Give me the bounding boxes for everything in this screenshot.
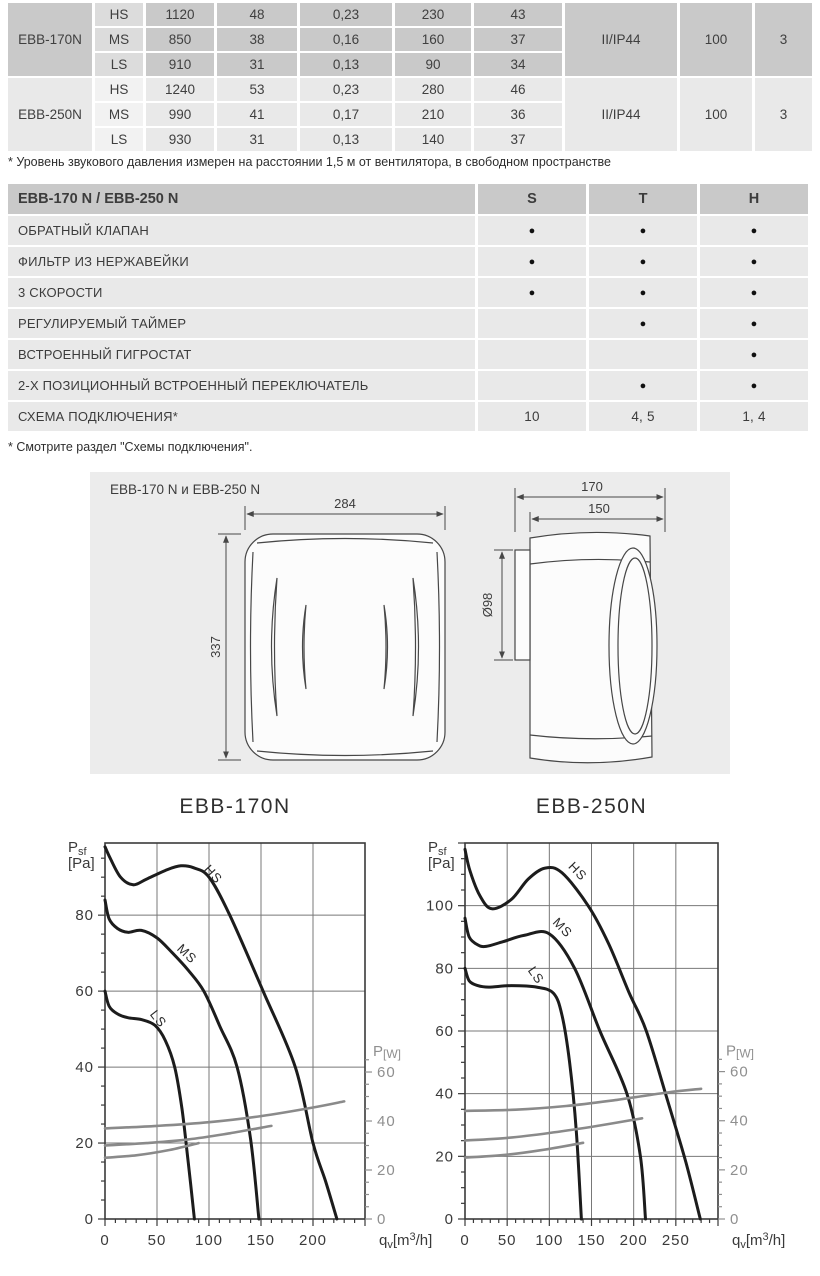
temp-value: 100 xyxy=(680,3,752,76)
svg-text:LS: LS xyxy=(147,1007,170,1031)
drawing-title: EBB-170 N и EBB-250 N xyxy=(110,482,261,497)
flow-value: 160 xyxy=(395,28,471,51)
feature-dot: ● xyxy=(700,340,808,369)
feature-dot: ● xyxy=(589,371,697,400)
speed-label: LS xyxy=(95,53,143,76)
feature-table-title: EBB-170 N / EBB-250 N xyxy=(8,184,475,214)
svg-text:50: 50 xyxy=(147,1232,167,1249)
flow-value: 280 xyxy=(395,78,471,101)
model-name: EBB-170N xyxy=(8,3,92,76)
dim-side-depth: 170 xyxy=(581,479,603,494)
dim-duct-diameter: Ø98 xyxy=(480,592,495,618)
rpm-value: 1240 xyxy=(146,78,214,101)
speed-label: HS xyxy=(95,78,143,101)
svg-text:0: 0 xyxy=(84,1211,94,1228)
svg-text:HS: HS xyxy=(565,858,591,884)
sound-level-footnote: * Уровень звукового давления измерен на расстоянии 1,5 м от вентилятора, в свободном пространстве xyxy=(8,155,611,169)
flow-value: 140 xyxy=(395,128,471,151)
weight-value: 3 xyxy=(755,3,812,76)
svg-text:80: 80 xyxy=(75,907,94,925)
feature-dot xyxy=(478,309,586,338)
svg-text:Psf: $P_{sf}$ xyxy=(428,839,447,858)
svg-text:[Pa]: [Pa] xyxy=(68,855,95,872)
amp-value: 0,16 xyxy=(300,28,392,51)
svg-text:250: 250 xyxy=(661,1232,690,1249)
fan-front-view xyxy=(245,534,445,760)
db-value: 37 xyxy=(474,28,562,51)
feature-label: 3 СКОРОСТИ xyxy=(8,278,475,307)
svg-text:80: 80 xyxy=(435,960,454,978)
speed-label: LS xyxy=(95,128,143,151)
watt-value: 31 xyxy=(217,128,297,151)
amp-value: 0,17 xyxy=(300,103,392,126)
feature-dot: ● xyxy=(700,309,808,338)
watt-value: 48 xyxy=(217,3,297,26)
svg-text:MS: MS xyxy=(549,914,576,941)
weight-value: 3 xyxy=(755,78,812,151)
column-t: T xyxy=(589,184,697,214)
insulation-class: II/IP44 xyxy=(565,78,677,151)
watt-value: 38 xyxy=(217,28,297,51)
feature-dot: ● xyxy=(478,247,586,276)
watt-value: 31 xyxy=(217,53,297,76)
feature-dot xyxy=(589,340,697,369)
rpm-value: 910 xyxy=(146,53,214,76)
feature-label: РЕГУЛИРУЕМЫЙ ТАЙМЕР xyxy=(8,309,475,338)
svg-text:40: 40 xyxy=(435,1085,454,1103)
column-h: H xyxy=(700,184,808,214)
watt-value: 53 xyxy=(217,78,297,101)
dim-front-height: 337 xyxy=(208,636,223,658)
insulation-class: II/IP44 xyxy=(565,3,677,76)
feature-dot: ● xyxy=(589,309,697,338)
speed-label: MS xyxy=(95,28,143,51)
flow-value: 90 xyxy=(395,53,471,76)
svg-text:100: 100 xyxy=(425,897,454,915)
amp-value: 0,23 xyxy=(300,78,392,101)
schema-number: 1, 4 xyxy=(700,402,808,431)
feature-label: ОБРАТНЫЙ КЛАПАН xyxy=(8,216,475,245)
amp-value: 0,13 xyxy=(300,128,392,151)
db-value: 46 xyxy=(474,78,562,101)
chart-title-ebb250n: EBB-250N xyxy=(535,795,648,818)
feature-dot: ● xyxy=(478,278,586,307)
svg-text:[Pa]: [Pa] xyxy=(428,855,455,872)
svg-text:150: 150 xyxy=(577,1232,606,1249)
svg-text:20: 20 xyxy=(75,1135,94,1153)
rpm-value: 990 xyxy=(146,103,214,126)
svg-text:20: 20 xyxy=(377,1162,396,1180)
svg-text:150: 150 xyxy=(246,1232,276,1249)
svg-text:0: 0 xyxy=(730,1211,740,1228)
feature-dot: ● xyxy=(700,278,808,307)
svg-text:P[W]: P[W] xyxy=(373,1043,402,1062)
fan-side-view xyxy=(515,532,657,762)
feature-dot: ● xyxy=(700,216,808,245)
feature-label: ВСТРОЕННЫЙ ГИГРОСТАТ xyxy=(8,340,475,369)
svg-text:0: 0 xyxy=(444,1211,454,1228)
temp-value: 100 xyxy=(680,78,752,151)
feature-dot: ● xyxy=(700,247,808,276)
feature-dot: ● xyxy=(589,278,697,307)
svg-text:20: 20 xyxy=(730,1161,749,1179)
speed-label: MS xyxy=(95,103,143,126)
rpm-value: 1120 xyxy=(146,3,214,26)
model-name: EBB-250N xyxy=(8,78,92,151)
svg-text:200: 200 xyxy=(619,1232,648,1249)
svg-text:40: 40 xyxy=(75,1059,94,1077)
feature-dot: ● xyxy=(478,216,586,245)
dim-front-width: 284 xyxy=(334,496,356,511)
spec-table xyxy=(8,3,812,151)
svg-text:MS: MS xyxy=(174,940,201,967)
svg-text:P[W]: P[W] xyxy=(726,1042,755,1061)
svg-text:100: 100 xyxy=(194,1232,224,1249)
svg-text:40: 40 xyxy=(377,1113,396,1131)
amp-value: 0,13 xyxy=(300,53,392,76)
svg-text:100: 100 xyxy=(535,1232,564,1249)
rpm-value: 930 xyxy=(146,128,214,151)
svg-text:0: 0 xyxy=(377,1211,387,1228)
performance-chart-ebb250n xyxy=(410,830,818,1276)
feature-dot xyxy=(478,371,586,400)
fan-drawing xyxy=(90,472,730,774)
db-value: 34 xyxy=(474,53,562,76)
column-s: S xyxy=(478,184,586,214)
svg-text:200: 200 xyxy=(298,1232,328,1249)
svg-text:60: 60 xyxy=(75,983,94,1001)
dim-side-inner: 150 xyxy=(588,501,610,516)
flow-value: 230 xyxy=(395,3,471,26)
dimension-drawing-panel xyxy=(90,472,730,774)
feature-dot: ● xyxy=(589,247,697,276)
schema-number: 4, 5 xyxy=(589,402,697,431)
chart-title-ebb170n: EBB-170N xyxy=(179,795,291,818)
svg-text:20: 20 xyxy=(435,1148,454,1166)
svg-text:50: 50 xyxy=(497,1232,517,1249)
svg-text:40: 40 xyxy=(730,1112,749,1130)
feature-label: СХЕМА ПОДКЛЮЧЕНИЯ* xyxy=(8,402,475,431)
db-value: 37 xyxy=(474,128,562,151)
svg-text:0: 0 xyxy=(100,1232,110,1249)
watt-value: 41 xyxy=(217,103,297,126)
svg-text:60: 60 xyxy=(377,1064,396,1082)
svg-text:HS: HS xyxy=(201,861,226,887)
svg-text:60: 60 xyxy=(435,1023,454,1040)
feature-table xyxy=(8,184,808,431)
feature-label: 2-Х ПОЗИЦИОННЫЙ ВСТРОЕННЫЙ ПЕРЕКЛЮЧАТЕЛЬ xyxy=(8,371,475,400)
svg-text:qv[m3/h]: $q_v[m^3/h]$ xyxy=(379,1231,433,1251)
speed-label: HS xyxy=(95,3,143,26)
rpm-value: 850 xyxy=(146,28,214,51)
svg-text:qv[m3/h]: $q_v[m^3/h]$ xyxy=(732,1231,786,1251)
schema-footnote: * Смотрите раздел "Схемы подключения". xyxy=(8,440,253,454)
schema-number: 10 xyxy=(478,402,586,431)
svg-text:60: 60 xyxy=(730,1063,749,1081)
svg-text:Psf: $P_{sf}$ xyxy=(68,839,87,858)
svg-text:0: 0 xyxy=(460,1232,470,1249)
feature-dot: ● xyxy=(589,216,697,245)
feature-dot: ● xyxy=(700,371,808,400)
feature-dot xyxy=(478,340,586,369)
flow-value: 210 xyxy=(395,103,471,126)
db-value: 43 xyxy=(474,3,562,26)
svg-text:LS: LS xyxy=(524,963,548,987)
feature-label: ФИЛЬТР ИЗ НЕРЖАВЕЙКИ xyxy=(8,247,475,276)
db-value: 36 xyxy=(474,103,562,126)
amp-value: 0,23 xyxy=(300,3,392,26)
